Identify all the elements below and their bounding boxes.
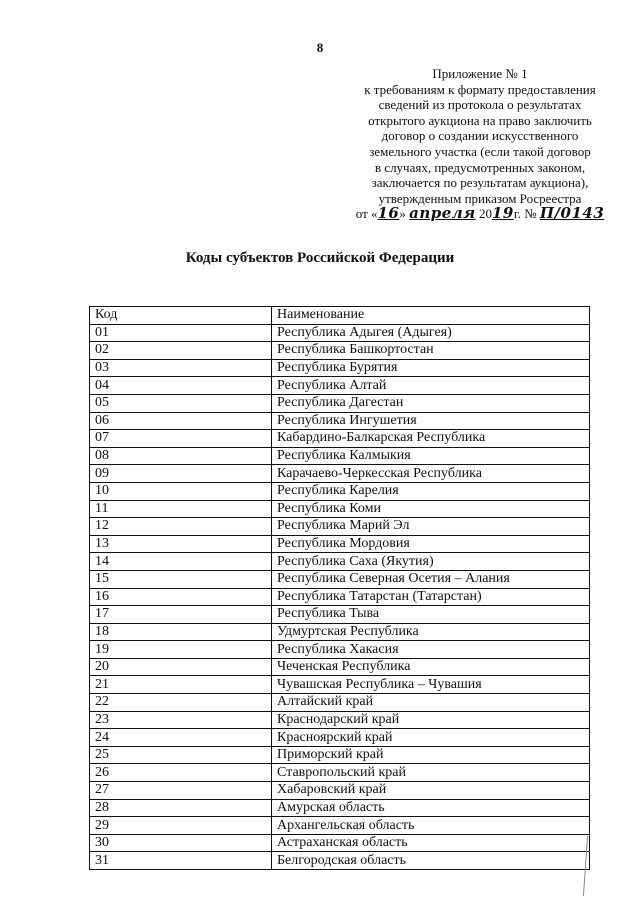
region-code-cell: 21	[90, 676, 272, 694]
region-name-cell: Республика Тыва	[272, 606, 590, 624]
region-code-cell: 10	[90, 482, 272, 500]
region-name-cell: Республика Карелия	[272, 482, 590, 500]
region-code-cell: 06	[90, 412, 272, 430]
appendix-line: в случаях, предусмотренных законом,	[374, 159, 586, 175]
handwritten-day: 16	[377, 204, 400, 223]
region-code-cell: 30	[90, 834, 272, 852]
appendix-line: земельного участка (если такой договор	[369, 143, 591, 159]
order-sep: »	[399, 206, 410, 222]
table-row	[90, 412, 590, 430]
region-code-cell: 24	[90, 729, 272, 747]
region-code-cell: 08	[90, 447, 272, 465]
appendix-line: утвержденным приказом Росреестра	[378, 190, 582, 206]
region-name-cell: Республика Хакасия	[272, 641, 590, 659]
appendix-block	[330, 66, 630, 222]
table-row	[90, 570, 590, 588]
region-name-cell: Республика Северная Осетия – Алания	[272, 570, 590, 588]
appendix-line: Приложение № 1	[432, 66, 528, 81]
region-name-cell: Республика Марий Эл	[272, 518, 590, 536]
region-code-cell: 20	[90, 658, 272, 676]
table-row	[90, 518, 590, 536]
region-name-cell: Республика Дагестан	[272, 394, 590, 412]
year-prefix: 20	[475, 206, 492, 222]
region-code-cell: 07	[90, 430, 272, 448]
table-row	[90, 359, 590, 377]
table-row	[90, 377, 590, 395]
region-code-cell: 12	[90, 518, 272, 536]
table-row	[90, 764, 590, 782]
region-name-cell: Республика Башкортостан	[272, 342, 590, 360]
region-code-cell: 02	[90, 342, 272, 360]
table-row	[90, 465, 590, 483]
appendix-line: к требованиям к формату предоставления	[364, 81, 596, 97]
region-name-cell: Республика Ингушетия	[272, 412, 590, 430]
table-row	[90, 746, 590, 764]
region-name-cell: Красноярский край	[272, 729, 590, 747]
region-name-cell: Амурская область	[272, 799, 590, 817]
region-code-cell: 13	[90, 535, 272, 553]
region-name-cell: Чувашская Республика – Чувашия	[272, 676, 590, 694]
table-row	[90, 817, 590, 835]
region-name-cell: Алтайский край	[272, 694, 590, 712]
region-code-cell: 05	[90, 394, 272, 412]
table-row	[90, 799, 590, 817]
order-prefix: от «	[355, 206, 378, 222]
appendix-line: заключается по результатам аукциона),	[371, 175, 589, 191]
region-code-cell: 26	[90, 764, 272, 782]
region-name-cell: Республика Алтай	[272, 377, 590, 395]
table-row	[90, 606, 590, 624]
order-number-label: г. №	[513, 206, 540, 222]
header-name: Наименование	[272, 307, 590, 325]
region-code-cell: 19	[90, 641, 272, 659]
region-name-cell: Республика Татарстан (Татарстан)	[272, 588, 590, 606]
region-name-cell: Кабардино-Балкарская Республика	[272, 430, 590, 448]
region-name-cell: Приморский край	[272, 746, 590, 764]
table-row	[90, 535, 590, 553]
table-row	[90, 711, 590, 729]
region-code-cell: 22	[90, 694, 272, 712]
table-header-row	[90, 307, 590, 325]
region-code-cell: 09	[90, 465, 272, 483]
table-row	[90, 482, 590, 500]
region-code-cell: 15	[90, 570, 272, 588]
table-row	[90, 641, 590, 659]
region-code-cell: 23	[90, 711, 272, 729]
page-number: 8	[316, 40, 324, 55]
region-code-cell: 01	[90, 324, 272, 342]
region-name-cell: Архангельская область	[272, 817, 590, 835]
table-row	[90, 676, 590, 694]
region-name-cell: Карачаево-Черкесская Республика	[272, 465, 590, 483]
appendix-line: открытого аукциона на право заключить	[368, 112, 592, 128]
region-code-cell: 18	[90, 623, 272, 641]
document-title: Коды субъектов Российской Федерации	[185, 250, 455, 266]
table-row	[90, 394, 590, 412]
region-name-cell: Краснодарский край	[272, 711, 590, 729]
handwritten-month: апреля	[409, 204, 476, 223]
region-name-cell: Белгородская область	[272, 852, 590, 870]
region-name-cell: Республика Мордовия	[272, 535, 590, 553]
region-code-cell: 14	[90, 553, 272, 571]
region-code-cell: 28	[90, 799, 272, 817]
region-code-cell: 16	[90, 588, 272, 606]
region-code-cell: 31	[90, 852, 272, 870]
region-code-cell: 11	[90, 500, 272, 518]
table-row	[90, 588, 590, 606]
table-row	[90, 623, 590, 641]
table-row	[90, 782, 590, 800]
region-code-cell: 25	[90, 746, 272, 764]
region-code-cell: 17	[90, 606, 272, 624]
table-row	[90, 658, 590, 676]
region-name-cell: Республика Коми	[272, 500, 590, 518]
region-code-cell: 27	[90, 782, 272, 800]
region-codes-table	[89, 306, 590, 870]
table-row	[90, 324, 590, 342]
header-code: Код	[90, 307, 272, 325]
region-code-cell: 03	[90, 359, 272, 377]
region-name-cell: Чеченская Республика	[272, 658, 590, 676]
region-name-cell: Хабаровский край	[272, 782, 590, 800]
table-row	[90, 447, 590, 465]
region-code-cell: 29	[90, 817, 272, 835]
table-row	[90, 834, 590, 852]
appendix-line: договор о создании искусственного	[381, 128, 579, 144]
region-name-cell: Республика Калмыкия	[272, 447, 590, 465]
table-row	[90, 694, 590, 712]
handwritten-order-number: П/0143	[539, 204, 605, 223]
table-row	[90, 553, 590, 571]
region-name-cell: Республика Адыгея (Адыгея)	[272, 324, 590, 342]
table-row	[90, 342, 590, 360]
table-row	[90, 852, 590, 870]
table-row	[90, 430, 590, 448]
region-code-cell: 04	[90, 377, 272, 395]
region-name-cell: Астраханская область	[272, 834, 590, 852]
order-date-line	[330, 206, 630, 222]
appendix-line: сведений из протокола о результатах	[378, 97, 582, 113]
handwritten-year: 19	[491, 204, 514, 223]
region-name-cell: Республика Саха (Якутия)	[272, 553, 590, 571]
region-name-cell: Республика Бурятия	[272, 359, 590, 377]
table-row	[90, 500, 590, 518]
region-name-cell: Удмуртская Республика	[272, 623, 590, 641]
table-row	[90, 729, 590, 747]
region-name-cell: Ставропольский край	[272, 764, 590, 782]
